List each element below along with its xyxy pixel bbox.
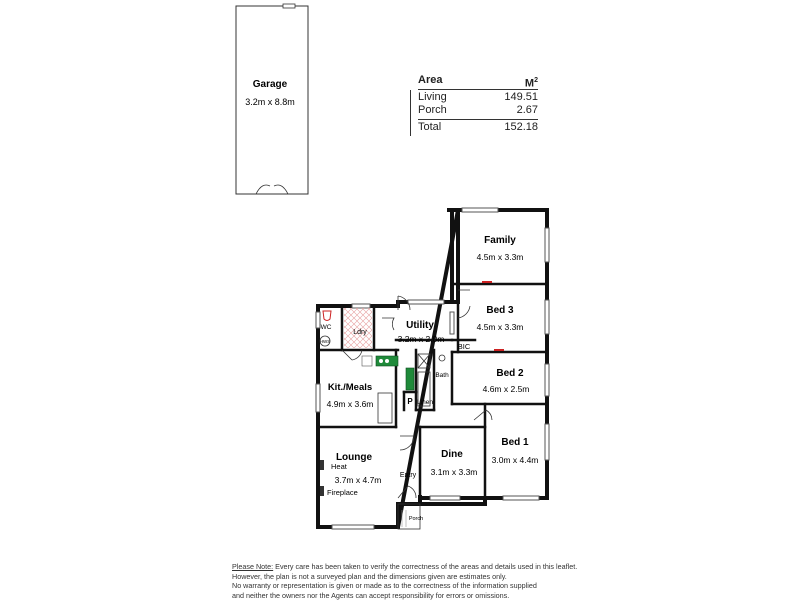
disclaimer-line: Please Note: Every care has been taken to verify the correctness of the areas and details used in this leaflet. (232, 562, 578, 571)
door-laundry (342, 350, 362, 360)
room-bed1-dims: 3.0m x 4.4m (491, 455, 539, 465)
window (503, 496, 539, 500)
area-row-porch (418, 104, 538, 117)
window (316, 312, 320, 328)
garage-dims: 3.2m x 8.8m (245, 97, 295, 107)
fireplace-icon (320, 486, 324, 496)
kitchen-island (378, 393, 392, 423)
room-linen-label: Linen (417, 399, 433, 406)
room-dine-label: Dine (441, 449, 463, 460)
room-kit-dims: 4.9m x 3.6m (326, 399, 374, 409)
area-header-unit-sup: 2 (534, 77, 538, 84)
room-ldry-label: Ldry (353, 329, 367, 336)
window (352, 304, 370, 308)
room-bic-label: BIC (457, 342, 471, 351)
fridge-icon (406, 368, 414, 390)
room-labels (320, 235, 539, 522)
area-table-rule (410, 90, 411, 136)
area-total-label: Total (418, 121, 442, 133)
room-bath-label: Bath (435, 372, 449, 379)
area-row-living (418, 91, 538, 104)
door-utility-int (382, 318, 394, 330)
window (332, 525, 374, 529)
window (316, 384, 320, 412)
room-fireplace-label: Fireplace (327, 488, 358, 497)
sink-icon (362, 356, 372, 366)
room-wc-label: WC (320, 324, 332, 331)
area-table-header (418, 74, 538, 90)
garage-window (283, 4, 295, 8)
room-bed2-label: Bed 2 (496, 368, 524, 379)
area-table (418, 74, 538, 134)
room-kit-label: Kit./Meals (327, 382, 373, 393)
room-porch-label: Porch (408, 516, 424, 522)
heater-icon (320, 460, 324, 470)
toilet-icon (323, 311, 331, 321)
area-row-total (418, 121, 538, 134)
room-entry-label: Entry (399, 472, 417, 479)
area-header-label: Area (418, 74, 443, 86)
garage-label: Garage (252, 79, 288, 90)
room-pantry-label: P (407, 397, 413, 406)
room-bed2-dims: 4.6m x 2.5m (482, 384, 530, 394)
window (450, 312, 454, 334)
room-family-label: Family (484, 235, 516, 246)
basin (439, 355, 445, 361)
room-lounge-dims: 3.7m x 4.7m (334, 475, 382, 485)
window (545, 364, 549, 396)
room-lounge-label: Lounge (335, 452, 373, 463)
window (462, 208, 498, 212)
disclaimer-line: However, the plan is not a surveyed plan and the dimensions given are estimates only. (232, 571, 507, 581)
area-header-unit: $M^2$ (524, 77, 538, 90)
room-dine-dims: 3.1m x 3.3m (430, 467, 478, 477)
window (545, 300, 549, 334)
window (430, 496, 460, 500)
door-bed1 (474, 410, 492, 420)
room-bed1-label: Bed 1 (501, 437, 529, 448)
laundry-floor-hatch (344, 308, 372, 348)
area-row-label: Porch (418, 104, 447, 116)
area-total-value: 152.18 (504, 121, 538, 133)
door-entry (398, 486, 416, 498)
area-row-label: Living (418, 91, 447, 103)
disclaimer (232, 562, 592, 600)
area-row-value: 149.51 (504, 91, 538, 103)
area-row-value: 2.67 (516, 104, 538, 116)
garage (236, 4, 308, 194)
room-hws-label: HWS (319, 339, 331, 344)
room-bed3-dims: 4.5m x 3.3m (476, 322, 524, 332)
garage-doors (256, 185, 288, 194)
room-utility-label: Utility (406, 320, 434, 331)
window (408, 300, 444, 304)
room-utility-dims: 3.2m x 2.0m (397, 334, 445, 344)
marker (494, 349, 504, 351)
window (545, 228, 549, 262)
marker (482, 281, 492, 283)
disclaimer-line: and neither the owners nor the Agents can accept responsibility for errors or omissions. (232, 590, 510, 600)
disclaimer-line: No warranty or representation is given or made as to the correctness of the information supplied (232, 581, 537, 590)
disclaimer-heading: Please Note: (232, 562, 274, 571)
window (545, 424, 549, 460)
room-bed3-label: Bed 3 (486, 305, 514, 316)
room-family-dims: 4.5m x 3.3m (476, 252, 524, 262)
room-heat-label: Heat (331, 462, 347, 471)
